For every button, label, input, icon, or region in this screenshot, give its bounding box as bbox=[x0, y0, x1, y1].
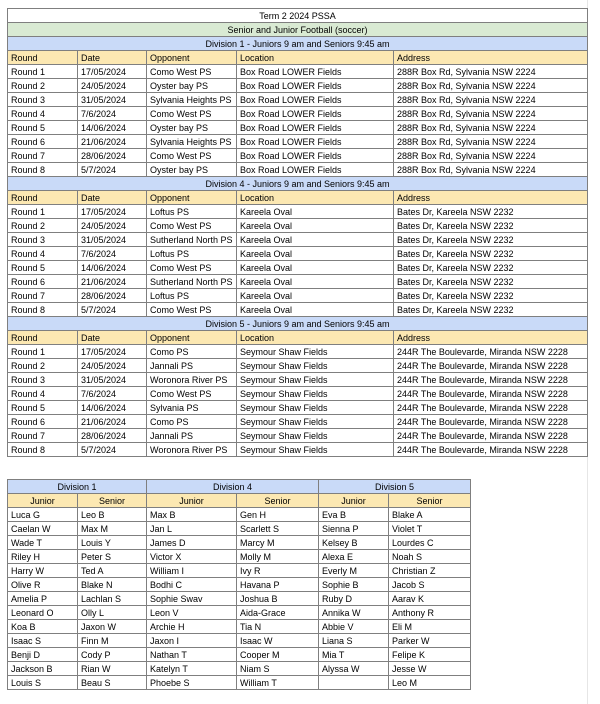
roster-subheader-row bbox=[8, 494, 471, 508]
cell-address: Bates Dr, Kareela NSW 2232 bbox=[394, 205, 588, 219]
roster-row bbox=[8, 564, 471, 578]
cell-opponent: Woronora River PS bbox=[147, 373, 237, 387]
cell-opponent: Loftus PS bbox=[147, 205, 237, 219]
roster-subheader: Senior bbox=[237, 494, 319, 508]
roster-group-row bbox=[8, 480, 471, 494]
cell-opponent: Jannali PS bbox=[147, 359, 237, 373]
cell-address: Bates Dr, Kareela NSW 2232 bbox=[394, 303, 588, 317]
player-name: Abbie V bbox=[319, 620, 389, 634]
player-name: Havana P bbox=[237, 578, 319, 592]
cell-location: Seymour Shaw Fields bbox=[237, 345, 394, 359]
table-row bbox=[8, 345, 588, 359]
column-header-address: Address bbox=[394, 51, 588, 65]
cell-address: 288R Box Rd, Sylvania NSW 2224 bbox=[394, 107, 588, 121]
player-name: Beau S bbox=[78, 676, 147, 690]
table-row bbox=[8, 219, 588, 233]
cell-round: Round 5 bbox=[8, 401, 78, 415]
sheet-gridline bbox=[587, 0, 600, 704]
cell-round: Round 6 bbox=[8, 275, 78, 289]
cell-round: Round 8 bbox=[8, 443, 78, 457]
cell-round: Round 4 bbox=[8, 107, 78, 121]
cell-opponent: Como West PS bbox=[147, 261, 237, 275]
column-header-row bbox=[8, 191, 588, 205]
cell-date: 5/7/2024 bbox=[78, 443, 147, 457]
player-name: Isaac S bbox=[8, 634, 78, 648]
roster-table bbox=[7, 479, 471, 690]
cell-opponent: Sutherland North PS bbox=[147, 233, 237, 247]
cell-date: 17/05/2024 bbox=[78, 345, 147, 359]
table-row bbox=[8, 261, 588, 275]
cell-location: Seymour Shaw Fields bbox=[237, 415, 394, 429]
player-name: Liana S bbox=[319, 634, 389, 648]
cell-date: 21/06/2024 bbox=[78, 415, 147, 429]
table-row bbox=[8, 289, 588, 303]
player-name: Christian Z bbox=[389, 564, 471, 578]
cell-round: Round 1 bbox=[8, 205, 78, 219]
roster-row bbox=[8, 522, 471, 536]
table-row bbox=[8, 429, 588, 443]
cell-date: 28/06/2024 bbox=[78, 429, 147, 443]
roster-subheader: Junior bbox=[147, 494, 237, 508]
player-name: Anthony R bbox=[389, 606, 471, 620]
cell-opponent: Sylvania PS bbox=[147, 401, 237, 415]
cell-location: Seymour Shaw Fields bbox=[237, 359, 394, 373]
cell-round: Round 1 bbox=[8, 345, 78, 359]
column-header-round: Round bbox=[8, 331, 78, 345]
player-name: Annika W bbox=[319, 606, 389, 620]
table-row bbox=[8, 415, 588, 429]
division-heading-row bbox=[8, 37, 588, 51]
player-name: Tia N bbox=[237, 620, 319, 634]
cell-date: 14/06/2024 bbox=[78, 121, 147, 135]
player-name: Phoebe S bbox=[147, 676, 237, 690]
player-name: James D bbox=[147, 536, 237, 550]
cell-address: Bates Dr, Kareela NSW 2232 bbox=[394, 261, 588, 275]
player-name: Louis Y bbox=[78, 536, 147, 550]
cell-opponent: Como West PS bbox=[147, 65, 237, 79]
cell-date: 5/7/2024 bbox=[78, 163, 147, 177]
cell-date: 24/05/2024 bbox=[78, 79, 147, 93]
cell-date: 28/06/2024 bbox=[78, 149, 147, 163]
roster-group-division-1: Division 1 bbox=[8, 480, 147, 494]
table-row bbox=[8, 303, 588, 317]
player-name: Max B bbox=[147, 508, 237, 522]
cell-location: Box Road LOWER Fields bbox=[237, 65, 394, 79]
cell-date: 7/6/2024 bbox=[78, 107, 147, 121]
roster-row bbox=[8, 536, 471, 550]
player-name: Sophie B bbox=[319, 578, 389, 592]
player-name: Finn M bbox=[78, 634, 147, 648]
cell-opponent: Como West PS bbox=[147, 303, 237, 317]
player-name: Koa B bbox=[8, 620, 78, 634]
table-row bbox=[8, 373, 588, 387]
player-name: Violet T bbox=[389, 522, 471, 536]
table-row bbox=[8, 401, 588, 415]
column-header-opponent: Opponent bbox=[147, 331, 237, 345]
player-name: William I bbox=[147, 564, 237, 578]
roster-body bbox=[8, 480, 471, 690]
player-name: Leon V bbox=[147, 606, 237, 620]
cell-date: 21/06/2024 bbox=[78, 275, 147, 289]
cell-date: 5/7/2024 bbox=[78, 303, 147, 317]
division-heading: Division 5 - Juniors 9 am and Seniors 9:45 am bbox=[8, 317, 588, 331]
cell-round: Round 5 bbox=[8, 121, 78, 135]
column-header-round: Round bbox=[8, 191, 78, 205]
cell-address: 244R The Boulevarde, Miranda NSW 2228 bbox=[394, 387, 588, 401]
roster-group-division-4: Division 4 bbox=[147, 480, 319, 494]
cell-address: 288R Box Rd, Sylvania NSW 2224 bbox=[394, 135, 588, 149]
cell-opponent: Oyster bay PS bbox=[147, 121, 237, 135]
cell-opponent: Sylvania Heights PS bbox=[147, 135, 237, 149]
table-row bbox=[8, 149, 588, 163]
column-header-location: Location bbox=[237, 331, 394, 345]
column-header-opponent: Opponent bbox=[147, 51, 237, 65]
cell-round: Round 1 bbox=[8, 65, 78, 79]
player-name: William T bbox=[237, 676, 319, 690]
table-row bbox=[8, 163, 588, 177]
cell-address: 244R The Boulevarde, Miranda NSW 2228 bbox=[394, 401, 588, 415]
cell-address: 288R Box Rd, Sylvania NSW 2224 bbox=[394, 121, 588, 135]
cell-location: Box Road LOWER Fields bbox=[237, 107, 394, 121]
roster-row bbox=[8, 662, 471, 676]
player-name: Victor X bbox=[147, 550, 237, 564]
player-name: Ted A bbox=[78, 564, 147, 578]
cell-address: 288R Box Rd, Sylvania NSW 2224 bbox=[394, 149, 588, 163]
player-name: Sienna P bbox=[319, 522, 389, 536]
division-heading: Division 1 - Juniors 9 am and Seniors 9:45 am bbox=[8, 37, 588, 51]
player-name: Jacob S bbox=[389, 578, 471, 592]
player-name: Caelan W bbox=[8, 522, 78, 536]
schedule-body bbox=[8, 9, 588, 457]
roster-row bbox=[8, 578, 471, 592]
cell-round: Round 8 bbox=[8, 163, 78, 177]
cell-address: Bates Dr, Kareela NSW 2232 bbox=[394, 275, 588, 289]
player-name: Sophie Swav bbox=[147, 592, 237, 606]
cell-date: 14/06/2024 bbox=[78, 261, 147, 275]
cell-round: Round 3 bbox=[8, 373, 78, 387]
column-header-round: Round bbox=[8, 51, 78, 65]
roster-row bbox=[8, 676, 471, 690]
player-name: Leo M bbox=[389, 676, 471, 690]
table-row bbox=[8, 247, 588, 261]
cell-date: 31/05/2024 bbox=[78, 373, 147, 387]
roster-subheader: Junior bbox=[319, 494, 389, 508]
player-name: Blake A bbox=[389, 508, 471, 522]
cell-date: 14/06/2024 bbox=[78, 401, 147, 415]
table-row bbox=[8, 205, 588, 219]
player-name: Niam S bbox=[237, 662, 319, 676]
player-name: Lourdes C bbox=[389, 536, 471, 550]
player-name: Bodhi C bbox=[147, 578, 237, 592]
column-header-location: Location bbox=[237, 191, 394, 205]
cell-round: Round 7 bbox=[8, 149, 78, 163]
player-name: Lachlan S bbox=[78, 592, 147, 606]
cell-opponent: Como West PS bbox=[147, 387, 237, 401]
cell-location: Box Road LOWER Fields bbox=[237, 135, 394, 149]
player-name: Peter S bbox=[78, 550, 147, 564]
cell-round: Round 7 bbox=[8, 289, 78, 303]
roster-group-division-5: Division 5 bbox=[319, 480, 471, 494]
cell-date: 24/05/2024 bbox=[78, 219, 147, 233]
player-name: Parker W bbox=[389, 634, 471, 648]
roster-row bbox=[8, 620, 471, 634]
cell-address: Bates Dr, Kareela NSW 2232 bbox=[394, 233, 588, 247]
player-name: Molly M bbox=[237, 550, 319, 564]
cell-opponent: Loftus PS bbox=[147, 247, 237, 261]
player-name: Jesse W bbox=[389, 662, 471, 676]
cell-round: Round 6 bbox=[8, 135, 78, 149]
cell-date: 31/05/2024 bbox=[78, 233, 147, 247]
table-row bbox=[8, 121, 588, 135]
player-name: Eli M bbox=[389, 620, 471, 634]
table-row bbox=[8, 443, 588, 457]
cell-round: Round 6 bbox=[8, 415, 78, 429]
roster-subheader: Senior bbox=[78, 494, 147, 508]
player-name: Jackson B bbox=[8, 662, 78, 676]
cell-opponent: Como West PS bbox=[147, 219, 237, 233]
player-name: Jan L bbox=[147, 522, 237, 536]
cell-address: Bates Dr, Kareela NSW 2232 bbox=[394, 247, 588, 261]
division-heading: Division 4 - Juniors 9 am and Seniors 9:45 am bbox=[8, 177, 588, 191]
player-name: Louis S bbox=[8, 676, 78, 690]
player-name: Jaxon I bbox=[147, 634, 237, 648]
cell-location: Box Road LOWER Fields bbox=[237, 93, 394, 107]
cell-location: Kareela Oval bbox=[237, 233, 394, 247]
division-heading-row bbox=[8, 177, 588, 191]
player-name: Joshua B bbox=[237, 592, 319, 606]
table-row bbox=[8, 387, 588, 401]
player-name: Wade T bbox=[8, 536, 78, 550]
player-name: Ivy R bbox=[237, 564, 319, 578]
cell-location: Box Road LOWER Fields bbox=[237, 121, 394, 135]
player-name: Isaac W bbox=[237, 634, 319, 648]
cell-location: Kareela Oval bbox=[237, 303, 394, 317]
table-row bbox=[8, 233, 588, 247]
column-header-address: Address bbox=[394, 331, 588, 345]
player-name: Riley H bbox=[8, 550, 78, 564]
cell-address: 244R The Boulevarde, Miranda NSW 2228 bbox=[394, 345, 588, 359]
player-name: Aarav K bbox=[389, 592, 471, 606]
cell-date: 21/06/2024 bbox=[78, 135, 147, 149]
cell-location: Box Road LOWER Fields bbox=[237, 163, 394, 177]
roster-row bbox=[8, 634, 471, 648]
cell-round: Round 2 bbox=[8, 359, 78, 373]
schedule-title: Term 2 2024 PSSA bbox=[8, 9, 588, 23]
cell-location: Kareela Oval bbox=[237, 289, 394, 303]
cell-address: 244R The Boulevarde, Miranda NSW 2228 bbox=[394, 443, 588, 457]
table-row bbox=[8, 359, 588, 373]
cell-opponent: Jannali PS bbox=[147, 429, 237, 443]
player-name: Luca G bbox=[8, 508, 78, 522]
cell-location: Seymour Shaw Fields bbox=[237, 387, 394, 401]
cell-address: 244R The Boulevarde, Miranda NSW 2228 bbox=[394, 429, 588, 443]
division-heading-row bbox=[8, 317, 588, 331]
cell-address: 244R The Boulevarde, Miranda NSW 2228 bbox=[394, 415, 588, 429]
cell-date: 7/6/2024 bbox=[78, 247, 147, 261]
cell-opponent: Sutherland North PS bbox=[147, 275, 237, 289]
roster-row bbox=[8, 648, 471, 662]
cell-round: Round 3 bbox=[8, 93, 78, 107]
column-header-date: Date bbox=[78, 331, 147, 345]
cell-date: 17/05/2024 bbox=[78, 205, 147, 219]
player-name: Olly L bbox=[78, 606, 147, 620]
roster-row bbox=[8, 606, 471, 620]
table-row bbox=[8, 79, 588, 93]
player-name: Blake N bbox=[78, 578, 147, 592]
cell-round: Round 8 bbox=[8, 303, 78, 317]
cell-opponent: Oyster bay PS bbox=[147, 79, 237, 93]
cell-round: Round 7 bbox=[8, 429, 78, 443]
player-name: Kelsey B bbox=[319, 536, 389, 550]
player-name: Olive R bbox=[8, 578, 78, 592]
cell-round: Round 3 bbox=[8, 233, 78, 247]
cell-location: Kareela Oval bbox=[237, 247, 394, 261]
player-name: Felipe K bbox=[389, 648, 471, 662]
player-name: Mia T bbox=[319, 648, 389, 662]
roster-subheader: Junior bbox=[8, 494, 78, 508]
cell-address: 244R The Boulevarde, Miranda NSW 2228 bbox=[394, 359, 588, 373]
player-name: Amelia P bbox=[8, 592, 78, 606]
roster-row bbox=[8, 592, 471, 606]
cell-location: Seymour Shaw Fields bbox=[237, 429, 394, 443]
cell-opponent: Loftus PS bbox=[147, 289, 237, 303]
cell-round: Round 5 bbox=[8, 261, 78, 275]
cell-opponent: Como West PS bbox=[147, 107, 237, 121]
cell-location: Kareela Oval bbox=[237, 275, 394, 289]
cell-date: 31/05/2024 bbox=[78, 93, 147, 107]
cell-round: Round 4 bbox=[8, 247, 78, 261]
cell-location: Kareela Oval bbox=[237, 205, 394, 219]
player-name: Nathan T bbox=[147, 648, 237, 662]
cell-location: Seymour Shaw Fields bbox=[237, 373, 394, 387]
cell-round: Round 4 bbox=[8, 387, 78, 401]
column-header-opponent: Opponent bbox=[147, 191, 237, 205]
roster-row bbox=[8, 508, 471, 522]
cell-location: Seymour Shaw Fields bbox=[237, 401, 394, 415]
cell-date: 28/06/2024 bbox=[78, 289, 147, 303]
cell-address: Bates Dr, Kareela NSW 2232 bbox=[394, 289, 588, 303]
cell-address: 288R Box Rd, Sylvania NSW 2224 bbox=[394, 163, 588, 177]
cell-location: Kareela Oval bbox=[237, 261, 394, 275]
cell-round: Round 2 bbox=[8, 79, 78, 93]
cell-address: 288R Box Rd, Sylvania NSW 2224 bbox=[394, 65, 588, 79]
player-name: Cody P bbox=[78, 648, 147, 662]
player-name: Max M bbox=[78, 522, 147, 536]
player-name: Leo B bbox=[78, 508, 147, 522]
player-name: Ruby D bbox=[319, 592, 389, 606]
player-name: Alyssa W bbox=[319, 662, 389, 676]
player-name: Gen H bbox=[237, 508, 319, 522]
player-name: Everly M bbox=[319, 564, 389, 578]
cell-opponent: Sylvania Heights PS bbox=[147, 93, 237, 107]
player-name: Cooper M bbox=[237, 648, 319, 662]
cell-location: Box Road LOWER Fields bbox=[237, 149, 394, 163]
column-header-row bbox=[8, 331, 588, 345]
cell-round: Round 2 bbox=[8, 219, 78, 233]
schedule-subtitle: Senior and Junior Football (soccer) bbox=[8, 23, 588, 37]
player-name: Katelyn T bbox=[147, 662, 237, 676]
cell-opponent: Oyster bay PS bbox=[147, 163, 237, 177]
cell-date: 17/05/2024 bbox=[78, 65, 147, 79]
player-name: Leonard O bbox=[8, 606, 78, 620]
cell-location: Seymour Shaw Fields bbox=[237, 443, 394, 457]
table-row bbox=[8, 93, 588, 107]
cell-address: 244R The Boulevarde, Miranda NSW 2228 bbox=[394, 373, 588, 387]
roster-subheader: Senior bbox=[389, 494, 471, 508]
cell-date: 24/05/2024 bbox=[78, 359, 147, 373]
column-header-address: Address bbox=[394, 191, 588, 205]
player-name: Harry W bbox=[8, 564, 78, 578]
column-header-date: Date bbox=[78, 51, 147, 65]
table-row bbox=[8, 275, 588, 289]
player-name: Aida-Grace bbox=[237, 606, 319, 620]
column-header-row bbox=[8, 51, 588, 65]
player-name: Marcy M bbox=[237, 536, 319, 550]
player-name: Rian W bbox=[78, 662, 147, 676]
cell-opponent: Woronora River PS bbox=[147, 443, 237, 457]
column-header-date: Date bbox=[78, 191, 147, 205]
player-name: Benji D bbox=[8, 648, 78, 662]
table-row bbox=[8, 135, 588, 149]
cell-opponent: Como PS bbox=[147, 415, 237, 429]
player-name: Scarlett S bbox=[237, 522, 319, 536]
cell-address: 288R Box Rd, Sylvania NSW 2224 bbox=[394, 93, 588, 107]
player-name: Archie H bbox=[147, 620, 237, 634]
player-name: Noah S bbox=[389, 550, 471, 564]
column-header-location: Location bbox=[237, 51, 394, 65]
player-name bbox=[319, 676, 389, 690]
player-name: Alexa E bbox=[319, 550, 389, 564]
cell-address: Bates Dr, Kareela NSW 2232 bbox=[394, 219, 588, 233]
player-name: Jaxon W bbox=[78, 620, 147, 634]
cell-date: 7/6/2024 bbox=[78, 387, 147, 401]
table-row bbox=[8, 107, 588, 121]
cell-address: 288R Box Rd, Sylvania NSW 2224 bbox=[394, 79, 588, 93]
table-row bbox=[8, 65, 588, 79]
cell-location: Kareela Oval bbox=[237, 219, 394, 233]
schedule-table bbox=[7, 8, 588, 457]
cell-location: Box Road LOWER Fields bbox=[237, 79, 394, 93]
cell-opponent: Como PS bbox=[147, 345, 237, 359]
roster-row bbox=[8, 550, 471, 564]
player-name: Eva B bbox=[319, 508, 389, 522]
cell-opponent: Como West PS bbox=[147, 149, 237, 163]
